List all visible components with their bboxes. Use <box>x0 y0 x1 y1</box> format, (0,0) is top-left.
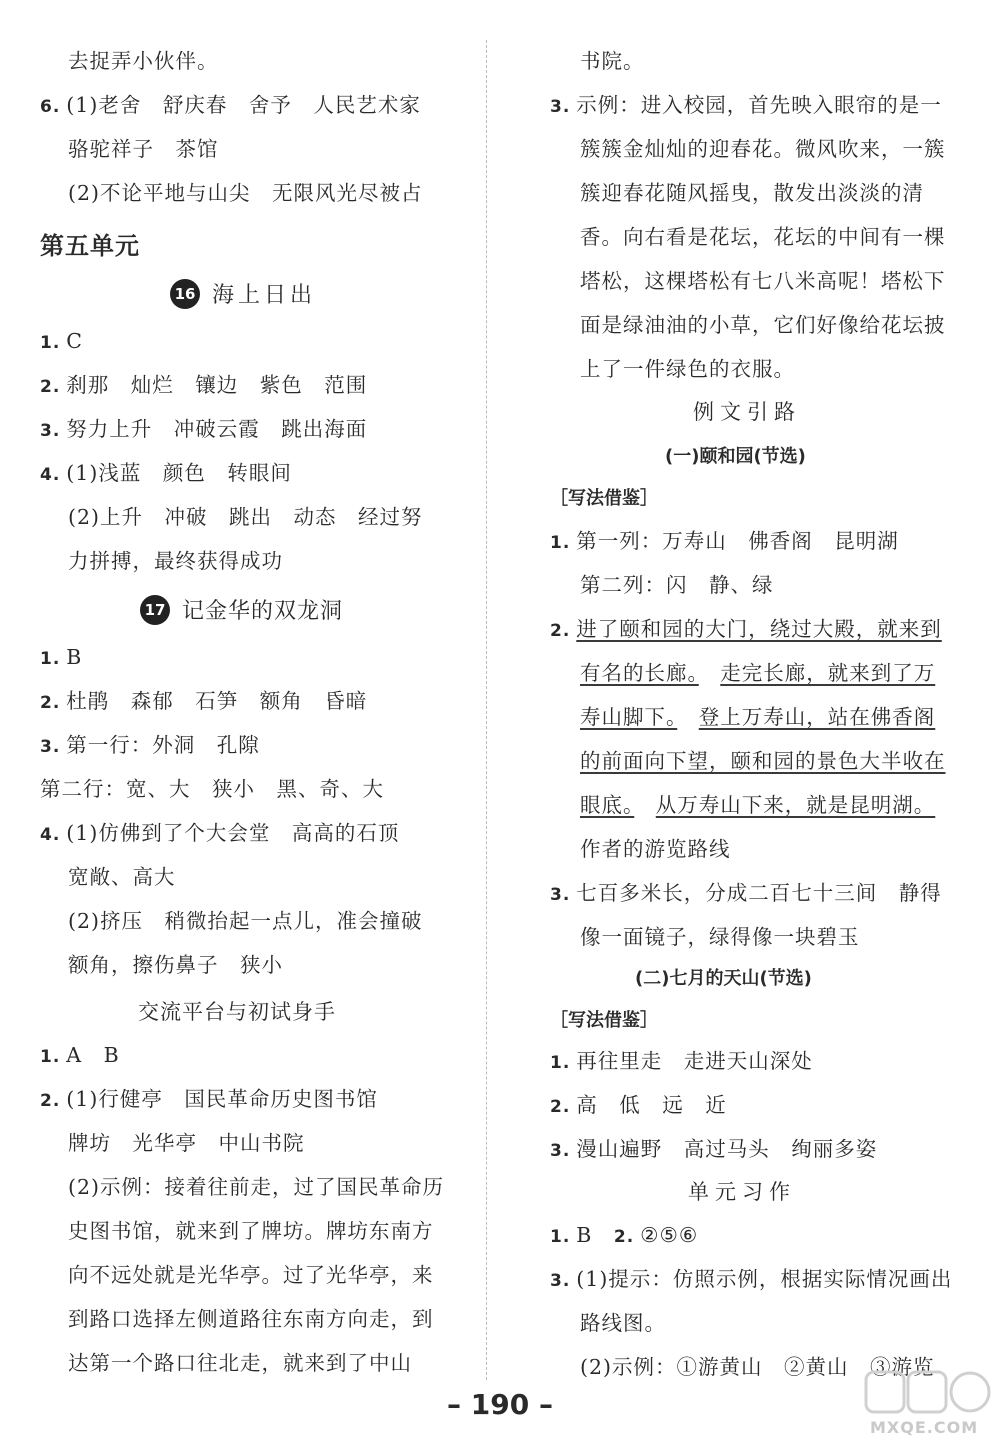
text-line: 第二行：宽、大 狭小 黑、奇、大 <box>40 777 384 801</box>
section-title: 交流平台与初试身手 <box>138 1000 336 1024</box>
subsection-title: (二)七月的天山(节选) <box>635 968 812 989</box>
text-line: 去捉弄小伙伴。 <box>68 49 219 73</box>
question-6: 6. (1)老舍 舒庆春 舍予 人民艺术家 <box>40 93 421 117</box>
lesson-17-title: 17 记金华的双龙洞 <box>140 594 343 625</box>
watermark-url: MXQE.COM <box>870 1418 979 1437</box>
answer-line: 3. 漫山遍野 高过马头 绚丽多姿 <box>550 1137 878 1161</box>
text-line: (2)示例：接着往前走，过了国民革命历 <box>68 1175 445 1199</box>
answer-line: 4. (1)浅蓝 颜色 转眼间 <box>40 461 292 485</box>
text-line: 寿山脚下。 登上万寿山，站在佛香阁 <box>580 705 936 729</box>
answer-line: 1. B <box>40 645 83 669</box>
text-line: (2)上升 冲破 跳出 动态 经过努 <box>68 505 423 529</box>
text-line: 额角，擦伤鼻子 狭小 <box>68 953 283 977</box>
text-line: 向不远处就是光华亭。过了光华亭，来 <box>68 1263 434 1287</box>
answer-line: 1. 第一列：万寿山 佛香阁 昆明湖 <box>550 529 899 553</box>
answer-line: 3. 第一行：外洞 孔隙 <box>40 733 260 757</box>
answer-line: 3. 七百多米长，分成二百七十三间 静得 <box>550 881 942 905</box>
page-number: – 190 – <box>447 1388 553 1421</box>
text-line: 塔松，这棵塔松有七八米高呢！塔松下 <box>580 269 946 293</box>
text-line: 像一面镜子，绿得像一块碧玉 <box>580 925 860 949</box>
lesson-number-badge: 16 <box>170 279 200 309</box>
watermark-stamp-icon <box>862 1368 992 1418</box>
text-line: 书院。 <box>580 49 645 73</box>
answer-line: 3. (1)提示：仿照示例，根据实际情况画出 <box>550 1267 953 1291</box>
text-line: 上了一件绿色的衣服。 <box>580 357 795 381</box>
text-line: 骆驼祥子 茶馆 <box>68 137 219 161</box>
answer-line: 2. 杜鹃 森郁 石笋 额角 昏暗 <box>40 689 368 713</box>
text-line: 牌坊 光华亭 中山书院 <box>68 1131 305 1155</box>
text-line: 史图书馆，就来到了牌坊。牌坊东南方 <box>68 1219 434 1243</box>
text-line: 香。向右看是花坛，花坛的中间有一棵 <box>580 225 946 249</box>
text-line: (2)不论平地与山尖 无限风光尽被占 <box>68 181 423 205</box>
text-line: 作者的游览路线 <box>580 837 731 861</box>
section-title: 例文引路 <box>693 400 801 424</box>
answer-line: 1. 再往里走 走进天山深处 <box>550 1049 813 1073</box>
answer-line: 4. (1)仿佛到了个大会堂 高高的石顶 <box>40 821 400 845</box>
bracket-heading: ［写法借鉴］ <box>550 488 658 509</box>
watermark-logo <box>862 1368 992 1446</box>
answer-line: 1. B 2. ②⑤⑥ <box>550 1223 699 1247</box>
text-line: 簇迎春花随风摇曳，散发出淡淡的清 <box>580 181 924 205</box>
answer-line: 3. 努力上升 冲破云霞 跳出海面 <box>40 417 368 441</box>
column-divider <box>486 40 487 1380</box>
text-line: 眼底。 从万寿山下来，就是昆明湖。 <box>580 793 936 817</box>
answer-line: 2. (1)行健亭 国民革命历史图书馆 <box>40 1087 378 1111</box>
lesson-number-badge: 17 <box>140 595 170 625</box>
answer-line: 1. A B <box>40 1043 120 1067</box>
text-line: 宽敞、高大 <box>68 865 176 889</box>
text-line: 力拼搏，最终获得成功 <box>68 549 283 573</box>
answer-line: 2. 进了颐和园的大门，绕过大殿，就来到 <box>550 617 942 641</box>
text-line: (2)示例：①游黄山 ②黄山 ③游览 <box>580 1355 935 1379</box>
text-line: 路线图。 <box>580 1311 666 1335</box>
answer-line: 1. C <box>40 329 83 353</box>
text-line: 第二列：闪 静、绿 <box>580 573 774 597</box>
text-line: 有名的长廊。 走完长廊，就来到了万 <box>580 661 936 685</box>
answer-line: 2. 高 低 远 近 <box>550 1093 727 1117</box>
section-title: 单元习作 <box>688 1180 796 1204</box>
bracket-heading: ［写法借鉴］ <box>550 1010 658 1031</box>
text-line: 簇簇金灿灿的迎春花。微风吹来，一簇 <box>580 137 946 161</box>
text-line: 达第一个路口往北走，就来到了中山 <box>68 1351 412 1375</box>
lesson-16-title: 16 海上日出 <box>170 278 316 309</box>
text-line: 到路口选择左侧道路往东南方向走，到 <box>68 1307 434 1331</box>
subsection-title: (一)颐和园(节选) <box>665 446 806 467</box>
text-line: 面是绿油油的小草，它们好像给花坛披 <box>580 313 946 337</box>
unit-title: 第五单元 <box>40 232 140 260</box>
text-line: 的前面向下望，颐和园的景色大半收在 <box>580 749 946 773</box>
text-line: (2)挤压 稍微抬起一点儿，准会撞破 <box>68 909 423 933</box>
answer-line: 3. 示例：进入校园，首先映入眼帘的是一 <box>550 93 942 117</box>
answer-line: 2. 刹那 灿烂 镶边 紫色 范围 <box>40 373 368 397</box>
